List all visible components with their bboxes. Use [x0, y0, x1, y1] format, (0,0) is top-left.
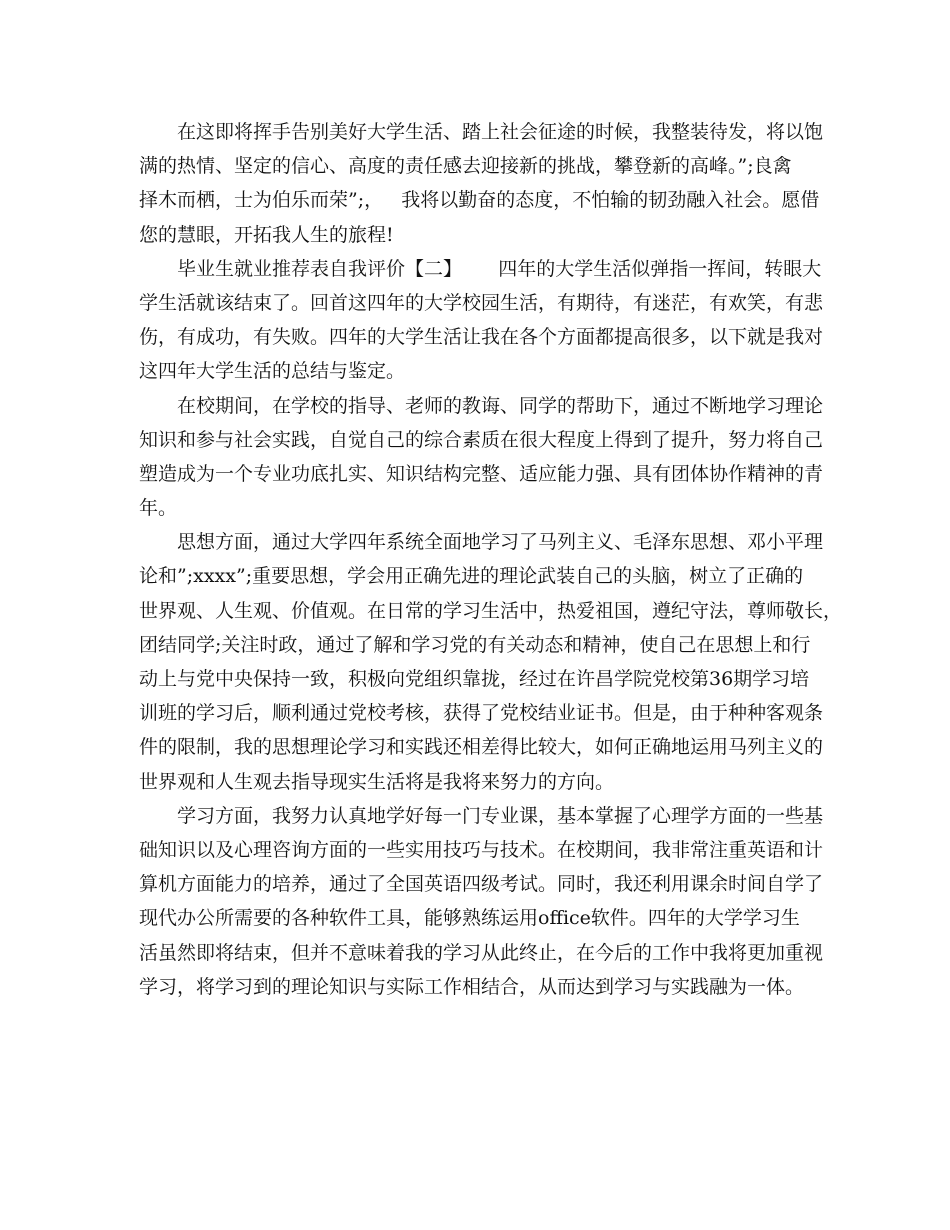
- text-line: 知识和参与社会实践，自觉自己的综合素质在很大程度上得到了提升，努力将自己: [139, 428, 824, 451]
- text-line: 训班的学习后，顺利通过党校考核，获得了党校结业证书。但是，由于种种客观条: [139, 702, 824, 725]
- text-line: 毕业生就业推荐表自我评价【二】 四年的大学生活似弹指一挥间，转眼大: [139, 257, 822, 280]
- text-line: 现代办公所需要的各种软件工具，能够熟练运用office软件。四年的大学学习生: [139, 907, 800, 930]
- text-line: 满的热情、坚定的信心、高度的责任感去迎接新的挑战，攀登新的高峰。”;良禽: [139, 155, 792, 178]
- text-line: 这四年大学生活的总结与鉴定。: [139, 360, 406, 383]
- text-line: 算机方面能力的培养，通过了全国英语四级考试。同时，我还利用课余时间自学了: [139, 873, 824, 896]
- text-line: 学习方面，我努力认真地学好每一门专业课，基本掌握了心理学方面的一些基: [139, 804, 824, 827]
- text-line: 您的慧眼，开拓我人生的旅程!: [139, 223, 394, 246]
- text-line: 塑造成为一个专业功底扎实、知识结构完整、适应能力强、具有团体协作精神的青: [139, 462, 824, 485]
- text-line: 思想方面，通过大学四年系统全面地学习了马列主义、毛泽东思想、邓小平理: [139, 531, 824, 554]
- text-line: 在校期间，在学校的指导、老师的教诲、同学的帮助下，通过不断地学习理论: [139, 394, 824, 417]
- text-line: 择木而栖，士为伯乐而荣”;， 我将以勤奋的态度，不怕输的韧劲融入社会。愿借: [139, 189, 820, 212]
- text-line: 伤，有成功，有失败。四年的大学生活让我在各个方面都提高很多，以下就是我对: [139, 326, 824, 349]
- text-line: 论和”;xxxx”;重要思想，学会用正确先进的理论武装自己的头脑，树立了正确的: [139, 565, 804, 588]
- text-line: 在这即将挥手告别美好大学生活、踏上社会征途的时候，我整装待发，将以饱: [139, 121, 824, 143]
- text-line: 世界观和人生观去指导现实生活将是我将来努力的方向。: [139, 770, 615, 793]
- text-line: 活虽然即将结束，但并不意味着我的学习从此终止，在今后的工作中我将更加重视: [139, 941, 824, 964]
- text-line: 团结同学;关注时政，通过了解和学习党的有关动态和精神，使自己在思想上和行: [139, 633, 811, 656]
- text-line: 动上与党中央保持一致，积极向党组织靠拢，经过在许昌学院党校第36期学习培: [139, 668, 810, 690]
- text-line: 件的限制，我的思想理论学习和实践还相差得比较大，如何正确地运用马列主义的: [139, 736, 824, 759]
- document-body: [139, 115, 843, 1004]
- text-line: 学习，将学习到的理论知识与实际工作相结合，从而达到学习与实践融为一体。: [139, 975, 805, 998]
- text-line: 年。: [139, 497, 178, 520]
- text-line: 础知识以及心理咨询方面的一些实用技巧与技术。在校期间，我非常注重英语和计: [139, 838, 824, 861]
- text-line: 学生活就该结束了。回首这四年的大学校园生活，有期待，有迷茫，有欢笑，有悲: [139, 291, 824, 314]
- text-line: 世界观、人生观、价值观。在日常的学习生活中，热爱祖国，遵纪守法，尊师敬长，: [139, 599, 843, 622]
